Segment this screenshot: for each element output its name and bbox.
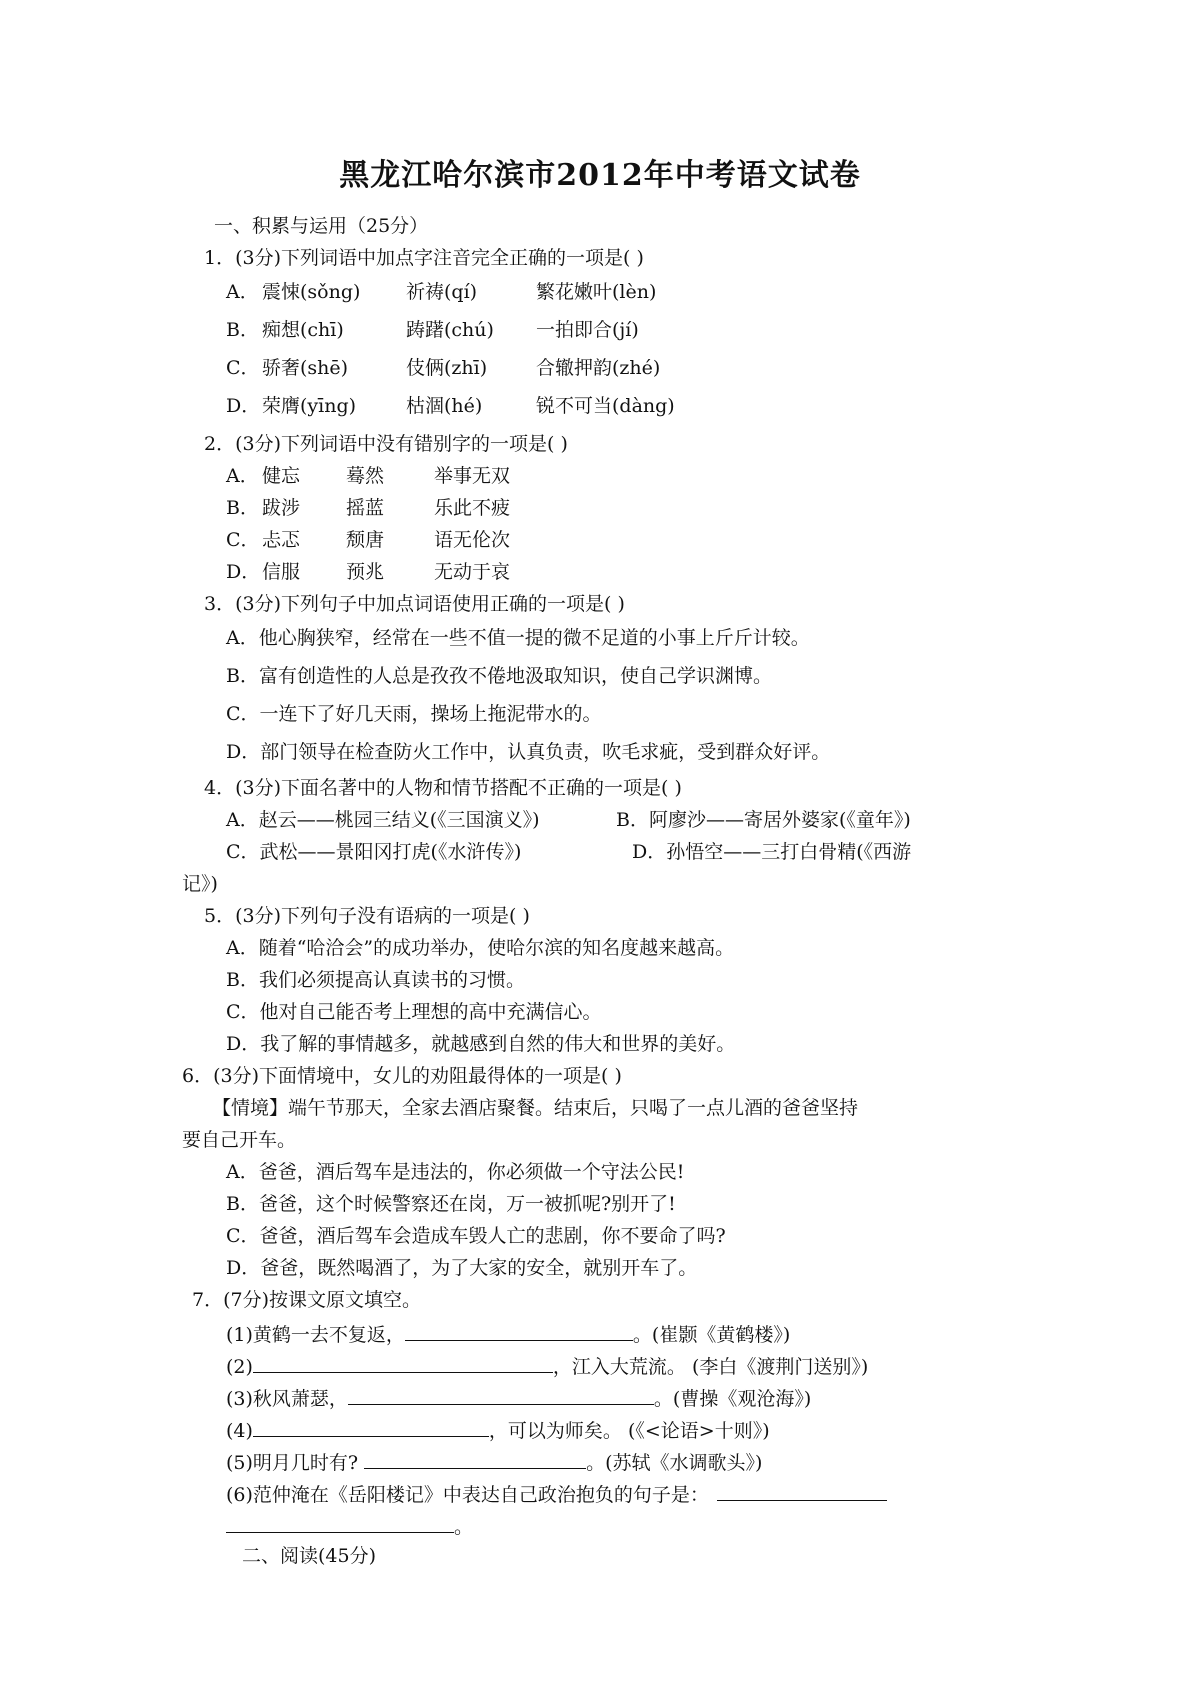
question-7-line-1: (1)黄鹤一去不复返， 。(崔颢《黄鹤楼》) bbox=[226, 1320, 790, 1347]
question-4-option-b: B．阿廖沙——寄居外婆家(《童年》) bbox=[616, 809, 911, 831]
question-3-stem: 3．(3分)下列句子中加点词语使用正确的一项是( ) bbox=[204, 593, 625, 615]
question-6-context: 【情境】端午节那天，全家去酒店聚餐。结束后，只喝了一点儿酒的爸爸坚持 bbox=[212, 1097, 859, 1119]
question-2-option-d: D． 信服 预兆 无动于哀 bbox=[226, 561, 511, 583]
question-1-stem: 1．(3分)下列词语中加点字注音完全正确的一项是( ) bbox=[204, 247, 644, 269]
section-heading-2: 二、阅读(45分) bbox=[242, 1545, 377, 1567]
answer-blank[interactable] bbox=[364, 1448, 586, 1469]
question-3-option-c: C．一连下了好几天雨，操场上拖泥带水的。 bbox=[226, 703, 602, 725]
question-6-option-d: D．爸爸，既然喝酒了，为了大家的安全，就别开车了。 bbox=[226, 1257, 698, 1279]
answer-blank[interactable] bbox=[226, 1512, 454, 1533]
question-1-option-c: C． 骄奢(shē) 伎俩(zhī) 合辙押韵(zhé) bbox=[226, 357, 661, 379]
question-7-line-2: (2) ，江入大荒流。 (李白《渡荆门送别》) bbox=[226, 1352, 868, 1379]
question-6-stem: 6．(3分)下面情境中，女儿的劝阻最得体的一项是( ) bbox=[182, 1065, 622, 1087]
answer-blank[interactable] bbox=[253, 1352, 553, 1373]
question-2-option-c: C． 忐忑 颓唐 语无伦次 bbox=[226, 529, 511, 551]
question-3-option-d: D．部门领导在检查防火工作中，认真负责，吹毛求疵，受到群众好评。 bbox=[226, 741, 831, 763]
question-2-stem: 2．(3分)下列词语中没有错别字的一项是( ) bbox=[204, 433, 568, 455]
page-title: 黑龙江哈尔滨市2012年中考语文试卷 bbox=[339, 158, 861, 193]
question-5-option-a: A．随着“哈洽会”的成功举办，使哈尔滨的知名度越来越高。 bbox=[226, 937, 735, 959]
answer-blank[interactable] bbox=[717, 1480, 887, 1501]
question-3-option-b: B．富有创造性的人总是孜孜不倦地汲取知识，使自己学识渊博。 bbox=[226, 665, 772, 687]
question-7-line-4: (4) ，可以为师矣。 (《<论语>十则》) bbox=[226, 1416, 770, 1443]
question-2-option-a: A． 健忘 蓦然 举事无双 bbox=[226, 465, 511, 487]
question-1-option-a: A． 震悚(sǒng) 祈祷(qí) 繁花嫩叶(lèn) bbox=[226, 281, 657, 303]
question-7-line-6: (6)范仲淹在《岳阳楼记》中表达自己政治抱负的句子是： bbox=[226, 1480, 887, 1507]
question-4-option-d: D．孙悟空——三打白骨精(《西游 bbox=[632, 841, 912, 863]
answer-blank[interactable] bbox=[348, 1384, 654, 1405]
question-6-option-c: C．爸爸，酒后驾车会造成车毁人亡的悲剧，你不要命了吗? bbox=[226, 1225, 726, 1247]
question-4-stem: 4．(3分)下面名著中的人物和情节搭配不正确的一项是( ) bbox=[204, 777, 682, 799]
question-6-context-cont: 要自己开车。 bbox=[182, 1129, 297, 1151]
question-3-option-a: A．他心胸狭窄，经常在一些不值一提的微不足道的小事上斤斤计较。 bbox=[226, 627, 810, 649]
question-5-option-b: B．我们必须提高认真读书的习惯。 bbox=[226, 969, 525, 991]
question-4-option-d-cont: 记》) bbox=[182, 873, 218, 895]
question-7-line-3: (3)秋风萧瑟， 。(曹操《观沧海》) bbox=[226, 1384, 811, 1411]
question-1-option-b: B． 痴想(chī) 踌躇(chú) 一拍即合(jí) bbox=[226, 319, 639, 341]
section-heading-1: 一、积累与运用（25分） bbox=[214, 215, 429, 237]
question-7-line-6-cont: 。 bbox=[226, 1512, 473, 1539]
answer-blank[interactable] bbox=[405, 1320, 633, 1341]
question-2-option-b: B． 跋涉 摇蓝 乐此不疲 bbox=[226, 497, 511, 519]
answer-blank[interactable] bbox=[253, 1416, 489, 1437]
question-7-line-5: (5)明月几时有? 。(苏轼《水调歌头》) bbox=[226, 1448, 762, 1475]
question-6-option-b: B．爸爸，这个时候警察还在岗，万一被抓呢?别开了! bbox=[226, 1193, 676, 1215]
question-5-stem: 5．(3分)下列句子没有语病的一项是( ) bbox=[204, 905, 530, 927]
question-6-option-a: A．爸爸，酒后驾车是违法的，你必须做一个守法公民! bbox=[226, 1161, 685, 1183]
question-5-option-c: C．他对自己能否考上理想的高中充满信心。 bbox=[226, 1001, 602, 1023]
question-5-option-d: D．我了解的事情越多，就越感到自然的伟大和世界的美好。 bbox=[226, 1033, 736, 1055]
question-1-option-d: D． 荣膺(yīng) 枯涸(hé) 锐不可当(dàng) bbox=[226, 395, 675, 417]
question-7-stem: 7．(7分)按课文原文填空。 bbox=[192, 1289, 422, 1311]
question-4-option-a: A．赵云——桃园三结义(《三国演义》) bbox=[226, 809, 540, 831]
question-4-option-c: C．武松——景阳冈打虎(《水浒传》) bbox=[226, 841, 522, 863]
